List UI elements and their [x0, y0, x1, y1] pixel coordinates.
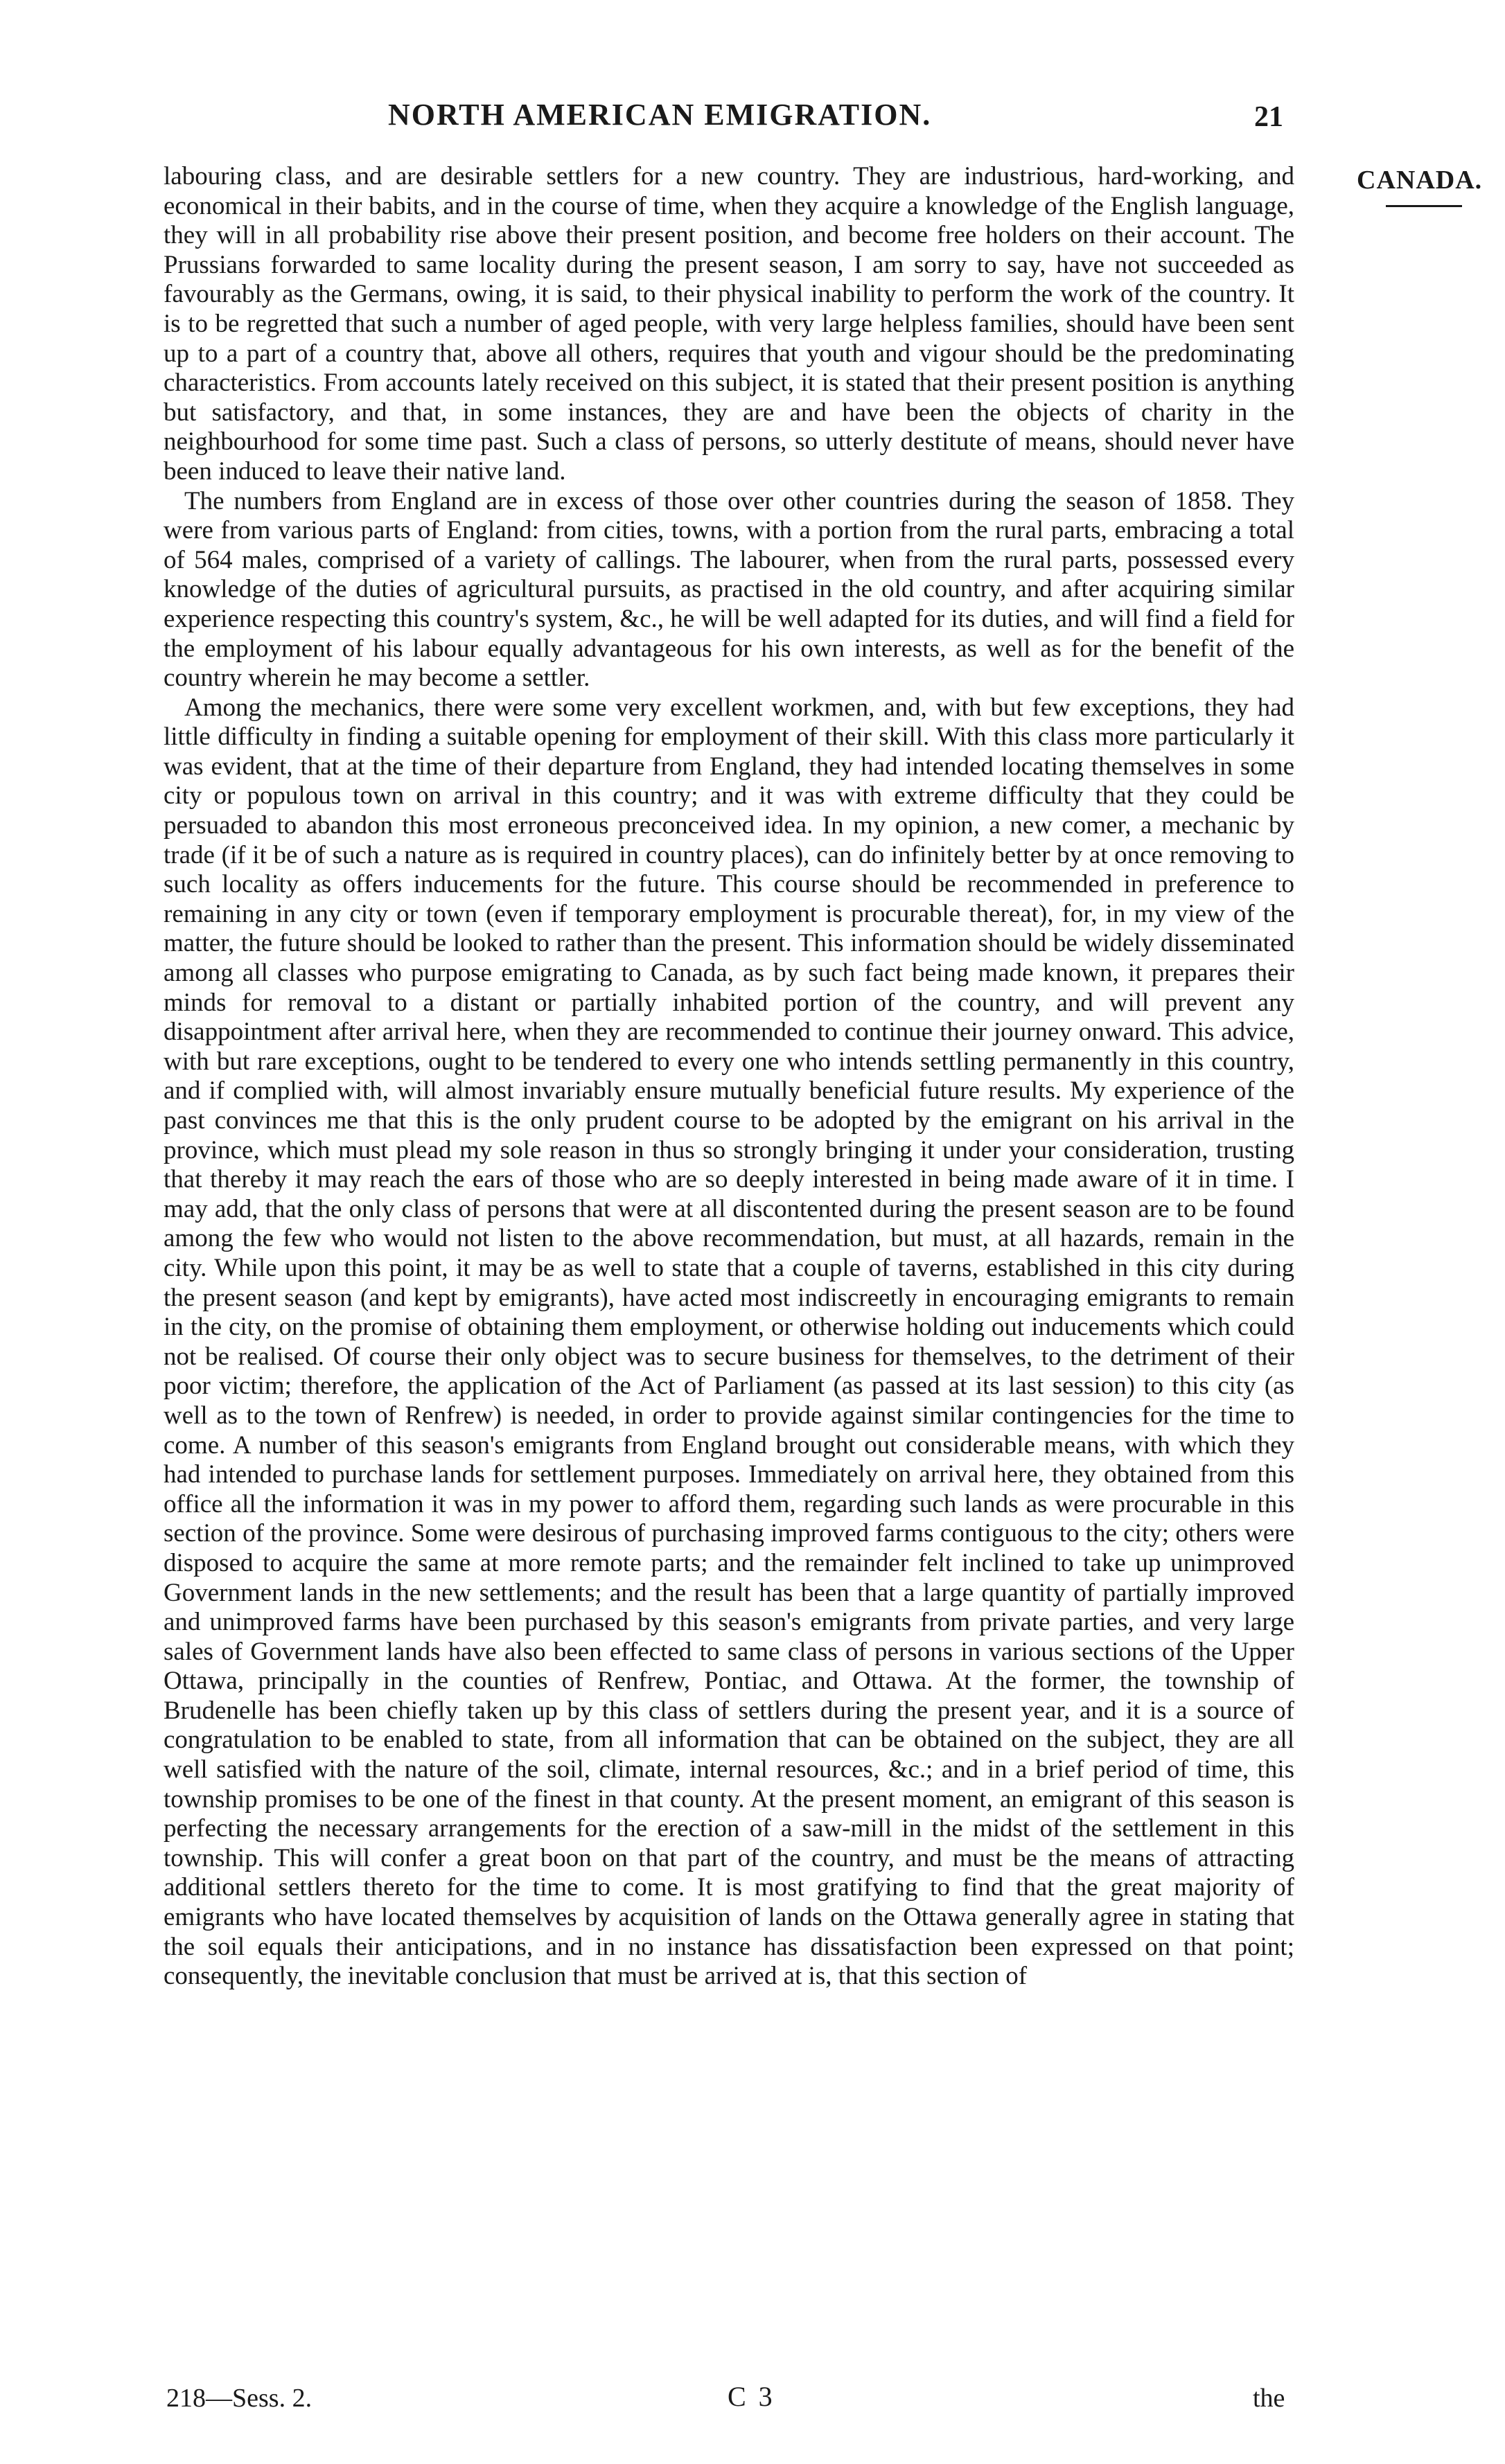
body-text [164, 162, 1294, 2358]
printer-signature: C 3 [728, 2381, 775, 2412]
margin-note-rule [1386, 205, 1462, 207]
paragraph-2: The numbers from England are in excess of those over other countries during the season of 1858. They were from various parts of England: from cities, towns, with a portion from the rural parts, embracing a total of 564 males, comprised of a variety of callings. The labourer, when from the rural parts, possessed every knowledge of the duties of agricultural pursuits, as practised in the old country, and after acquiring similar experience respecting this country's system, &c., he will be well adapted for its duties, and will find a field for the employment of his labour equally advantageous for his own interests, as well as for the benefit of the country wherein he may become a settler. [164, 486, 1294, 693]
document-reference: 218—Sess. 2. [166, 2384, 313, 2413]
catchword: the [1253, 2384, 1285, 2413]
paragraph-3: Among the mechanics, there were some very excellent workmen, and, with but few exceptions, they had little difficulty in finding a suitable opening for employment of their skill. With this class more particularly it was evident, that at the time of their departure from England, they had intended locating themselves in some city or populous town on arrival in this country; and it was with extreme difficulty that they could be persuaded to abandon this most erroneous preconceived idea. In my opinion, a new comer, a mechanic by trade (if it be of such a nature as is required in country places), can do infinitely better by at once removing to such locality as offers inducements for the future. This course should be recommended in preference to remaining in any city or town (even if temporary employment is procurable thereat), for, in my view of the matter, the future should be looked to rather than the present. This information should be widely disseminated among all classes who purpose emigrating to Canada, as by such fact being made known, it prepares their minds for removal to a distant or partially inhabited portion of the country, and will prevent any disappointment after arrival here, when they are recommended to continue their journey onward. This advice, with but rare exceptions, ought to be tendered to every one who intends settling permanently in this country, and if complied with, will almost invariably ensure mutually beneficial future results. My experience of the past convinces me that this is the only prudent course to be adopted by the emigrant on his arrival in the province, which must plead my sole reason in thus so strongly bringing it under your consideration, trusting that thereby it may reach the ears of those who are so deeply interested in being made aware of it in time. I may add, that the only class of persons that were at all discontented during the present season are to be found among the few who would not listen to the above recommendation, but must, at all hazards, remain in the city. While upon this point, it may be as well to state that a couple of taverns, established in this city during the present season (and kept by emigrants), have acted most indiscreetly in encouraging emigrants to remain in the city, on the promise of obtaining them employment, or otherwise holding out inducements which could not be realised. Of course their only object was to secure business for themselves, to the detriment of their poor victim; therefore, the application of the Act of Parliament (as passed at its last session) to this city (as well as to the town of Renfrew) is needed, in order to provide against similar contingencies for the time to come. A number of this season's emigrants from England brought out considerable means, with which they had intended to purchase lands for settlement purposes. Immediately on arrival here, they obtained from this office all the information it was in my power to afford them, regarding such lands as were procurable in this section of the province. Some were desirous of purchasing improved farms contiguous to the city; others were disposed to acquire the same at more remote parts; and the remainder felt inclined to take up unimproved Government lands in the new settlements; and the result has been that a large quantity of partially improved and unimproved farms have been purchased by this season's emigrants from private parties, and very large sales of Government lands have also been effected to same class of persons in various sections of the Upper Ottawa, principally in the counties of Renfrew, Pontiac, and Ottawa. At the former, the township of Brudenelle has been chiefly taken up by this class of settlers during the present year, and it is a source of congratulation to be enabled to state, from all information that can be obtained on the subject, they are all well satisfied with the nature of the soil, climate, internal resources, &c.; and in a brief period of time, this township promises to be one of the finest in that county. At the present moment, an emigrant of this season is perfecting the necessary arrangements for the erection of a saw-mill in the midst of the settlement in this township. This will confer a great boon on that part of the country, and must be the means of attracting additional settlers thereto for the time to come. It is most gratifying to find that the great majority of emigrants who have located themselves by acquisition of lands on the Ottawa generally agree in stating that the soil equals their anticipations, and in no instance has dissatisfaction been expressed on that point; consequently, the inevitable conclusion that must be arrived at is, that this section of [164, 693, 1294, 1991]
running-title: NORTH AMERICAN EMIGRATION. [388, 98, 932, 132]
paragraph-1: labouring class, and are desirable settlers for a new country. They are industrious, hard-working, and economical in their babits, and in the course of time, when they acquire a knowledge of the English language, they will in all probability rise above their present position, and become free holders on their account. The Prussians forwarded to same locality during the present season, I am sorry to say, have not succeeded as favourably as the Germans, owing, it is said, to their physical inability to perform the work of the country. It is to be regretted that such a number of aged people, with very large helpless families, should have been sent up to a part of a country that, above all others, requires that youth and vigour should be the predominating characteristics. From accounts lately received on this subject, it is stated that their present position is anything but satisfactory, and that, in some instances, they are and have been the objects of charity in the neighbourhood for some time past. Such a class of persons, so utterly destitute of means, should never have been induced to leave their native land. [164, 162, 1294, 486]
margin-note: CANADA. [1357, 166, 1483, 195]
page-number: 21 [1254, 101, 1283, 133]
